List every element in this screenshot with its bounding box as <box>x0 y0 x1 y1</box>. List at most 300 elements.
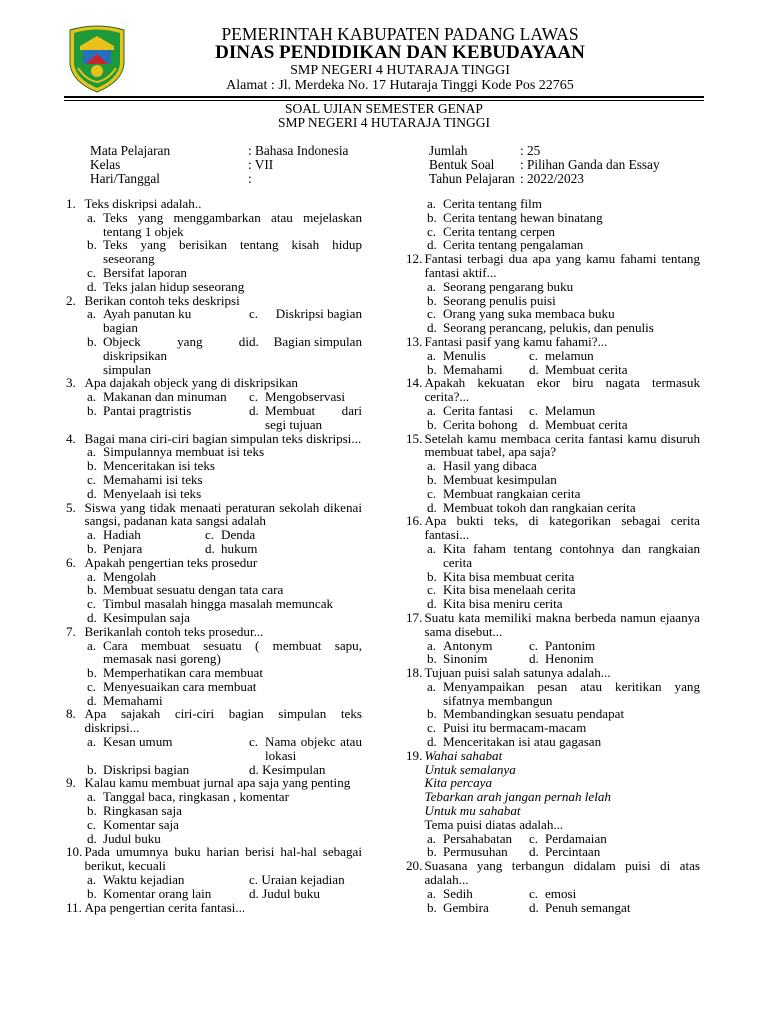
option-text: Menceritakan isi teks <box>103 458 215 474</box>
poem-line: Tebarkan arah jangan pernah lelah <box>424 789 611 805</box>
option-text: Cerita tentang film <box>443 196 542 211</box>
option-b <box>406 473 700 487</box>
district-emblem-logo <box>66 24 128 94</box>
option-letter: d. <box>427 499 437 515</box>
option-text: Hasil yang dibaca <box>443 458 537 474</box>
option-letter: d. <box>427 320 437 336</box>
option-letter: c. <box>249 389 259 405</box>
option-c <box>406 487 700 501</box>
option-letter: b. <box>427 416 437 432</box>
question-8 <box>66 707 362 735</box>
option-c <box>529 639 595 653</box>
option-text: Membuat tokoh dan rangkaian cerita <box>443 499 636 515</box>
header-address: Alamat : Jl. Merdeka No. 17 Hutaraja Tinggi Kode Pos 22765 <box>226 78 574 93</box>
option-letter: c. <box>529 402 539 418</box>
option-letter: a. <box>87 209 97 225</box>
question-18 <box>406 666 700 680</box>
option-letter: a. <box>427 458 437 474</box>
option-row <box>406 639 700 653</box>
questions-right-column <box>406 197 700 914</box>
option-b <box>87 335 249 363</box>
option-letter: d. <box>249 333 259 349</box>
option-letter: d. <box>427 734 437 750</box>
option-text: Teks jalan hidup seseorang <box>103 278 245 294</box>
question-6 <box>66 556 362 570</box>
option-letter: b. <box>87 458 97 474</box>
option-c <box>249 873 362 887</box>
option-text: Penuh semangat <box>545 899 631 915</box>
option-letter: a. <box>87 568 97 584</box>
option-row <box>66 307 362 321</box>
option-text: Kesimpulan saja <box>103 609 190 625</box>
question-10 <box>66 845 362 873</box>
option-b <box>406 707 700 721</box>
option-text: Cerita tentang cerpen <box>443 223 555 239</box>
question-text: Suatu kata memiliki makna berbeda namun ejaanya sama disebut... <box>424 609 700 639</box>
option-text: Penjara <box>103 540 143 556</box>
info-hari-label: Hari/Tanggal <box>90 171 160 186</box>
option-letter: a. <box>427 347 437 363</box>
option-letter: b. <box>427 292 437 308</box>
poem-line: Kita percaya <box>424 775 493 791</box>
option-text: Puisi itu bermacam-macam <box>443 720 587 736</box>
question-3 <box>66 376 362 390</box>
option-a <box>406 680 700 708</box>
option-row <box>406 901 700 915</box>
option-text: Menceritakan isi atau gagasan <box>443 734 602 750</box>
option-letter: a. <box>427 540 437 556</box>
option-letter: b. <box>87 803 97 819</box>
question-text: Apa pengertian cerita fantasi... <box>84 899 246 915</box>
option-text: Melamun <box>545 402 596 418</box>
question-text: Fantasi pasif yang kamu fahami?... <box>424 333 608 349</box>
question-text: Apakah kekuatan ekor biru nagata termasuk cerita?... <box>424 375 700 405</box>
option-letter: c. <box>87 816 97 832</box>
option-letter: c. <box>87 596 97 612</box>
option-a <box>66 445 362 459</box>
option-text: Sedih <box>443 885 473 901</box>
option-letter: b. <box>87 582 97 598</box>
option-letter: d. <box>427 596 437 612</box>
option-letter: a. <box>427 637 437 653</box>
option-text: Gembira <box>443 899 489 915</box>
option-row <box>406 349 700 363</box>
option-b <box>87 542 205 556</box>
option-text: Membuat cerita <box>545 416 628 432</box>
option-c <box>529 404 595 418</box>
option-letter: d. <box>529 899 539 915</box>
option-row <box>66 735 362 763</box>
question-9 <box>66 776 362 790</box>
option-d <box>66 280 362 294</box>
info-hari-value: : <box>248 171 252 186</box>
question-4 <box>66 432 362 446</box>
option-letter: c. <box>249 306 259 322</box>
option-text: Kita bisa membuat cerita <box>443 568 575 584</box>
question-text: Apa bukti teks, di kategorikan sebagai cerita fantasi... <box>424 513 700 543</box>
question-number: 18. <box>406 665 423 681</box>
option-text: Denda <box>221 527 256 543</box>
question-text: Suasana yang terbangun didalam puisi di atas adalah... <box>424 858 700 888</box>
option-letter: b. <box>427 209 437 225</box>
question-text: Berikan contoh teks deskripsi <box>84 292 240 308</box>
question-17 <box>406 611 700 639</box>
option-text: Percintaan <box>545 844 601 860</box>
option-b <box>427 901 529 915</box>
option-a <box>66 570 362 584</box>
question-number: 1. <box>66 196 76 211</box>
option-letter: b. <box>427 844 437 860</box>
option-letter: d. <box>529 361 539 377</box>
option-text: Kita bisa menelaah cerita <box>443 582 576 598</box>
option-text: Judul buku <box>262 885 320 901</box>
option-text: Cerita fantasi <box>443 402 514 418</box>
question-number: 6. <box>66 554 76 570</box>
option-letter: d. <box>205 540 215 556</box>
option-a <box>427 404 529 418</box>
option-letter: a. <box>87 637 97 653</box>
option-b <box>427 652 529 666</box>
question-text: Pada umumnya buku harian berisi hal-hal sebagai berikut, kecuali <box>84 844 362 874</box>
option-row <box>406 404 700 418</box>
question-12 <box>406 252 700 280</box>
option-row <box>406 887 700 901</box>
option-d <box>66 487 362 501</box>
option-letter: a. <box>427 885 437 901</box>
option-letter: b. <box>87 761 97 777</box>
option-text: Membuat dari segi tujuan <box>265 402 362 432</box>
option-a <box>87 390 249 404</box>
question-2 <box>66 294 362 308</box>
option-text: Memperhatikan cara membuat <box>103 665 263 681</box>
option-text: Kesan umum <box>103 734 173 750</box>
option-row <box>406 418 700 432</box>
question-11 <box>66 901 362 915</box>
option-letter: b. <box>87 540 97 556</box>
option-text: Seorang perancang, pelukis, dan penulis <box>443 320 654 336</box>
option-c <box>529 832 607 846</box>
poem-line: Untuk semalanya <box>424 761 516 777</box>
option-letter: a. <box>87 389 97 405</box>
option-b <box>87 763 249 777</box>
info-tahun-value: : 2022/2023 <box>520 171 584 186</box>
option-row <box>66 763 362 777</box>
option-letter: d. <box>249 885 259 901</box>
option-c <box>249 735 362 763</box>
option-text: Membandingkan sesuatu pendapat <box>443 706 625 722</box>
option-a <box>87 528 205 542</box>
option-text: Seorang penulis puisi <box>443 292 556 308</box>
option-letter: a. <box>87 306 97 322</box>
option-text: Uraian kejadian <box>261 872 345 888</box>
option-text: hukum <box>221 540 258 556</box>
option-row <box>66 528 362 542</box>
option-c <box>406 721 700 735</box>
option-row <box>66 404 362 432</box>
option-row <box>406 363 700 377</box>
option-b-wrap: simpulan <box>103 361 152 377</box>
question-text: Fantasi terbagi dua apa yang kamu fahami tentang fantasi aktif... <box>424 251 700 280</box>
option-text: Tanggal baca, ringkasan , komentar <box>103 789 289 805</box>
question-number: 14. <box>406 375 423 391</box>
option-letter: c. <box>427 306 437 322</box>
option-d <box>406 597 700 611</box>
option-letter: d. <box>87 830 97 846</box>
option-a <box>406 459 700 473</box>
option-d <box>66 611 362 625</box>
option-c <box>249 390 362 404</box>
option-c <box>66 266 362 280</box>
info-bentuk-label: Bentuk Soal <box>429 157 495 172</box>
option-letter: b. <box>427 899 437 915</box>
header-rule-thick <box>64 96 704 98</box>
header-school: SMP NEGERI 4 HUTARAJA TINGGI <box>290 63 510 78</box>
question-number: 9. <box>66 775 76 791</box>
option-row <box>66 335 362 363</box>
option-c <box>406 225 700 239</box>
option-b <box>66 238 362 266</box>
option-text: Hadiah <box>103 527 141 543</box>
option-letter: c. <box>87 264 97 280</box>
option-letter: a. <box>427 402 437 418</box>
option-a <box>87 873 249 887</box>
option-letter: d. <box>249 402 259 418</box>
exam-title: SOAL UJIAN SEMESTER GENAP <box>285 101 483 116</box>
option-d <box>406 238 700 252</box>
info-kelas-label: Kelas <box>90 157 121 172</box>
option-letter: c. <box>87 471 97 487</box>
question-15 <box>406 432 700 460</box>
option-c <box>406 583 700 597</box>
option-b <box>427 418 529 432</box>
option-b <box>406 211 700 225</box>
exam-school: SMP NEGERI 4 HUTARAJA TINGGI <box>278 115 490 130</box>
option-letter: c. <box>427 582 437 598</box>
option-d <box>249 335 362 363</box>
question-number: 13. <box>406 333 423 349</box>
option-text: Ringkasan saja <box>103 803 182 819</box>
option-text: emosi <box>545 885 577 901</box>
option-text: Memahami <box>103 692 163 708</box>
option-a <box>427 349 529 363</box>
option-letter: b. <box>427 471 437 487</box>
option-c <box>205 528 305 542</box>
option-letter: c. <box>529 347 539 363</box>
option-d <box>529 363 628 377</box>
question-19 <box>406 749 700 763</box>
option-text: melamun <box>545 347 594 363</box>
option-row <box>66 390 362 404</box>
option-d <box>66 832 362 846</box>
option-row <box>66 873 362 887</box>
question-1 <box>66 197 362 211</box>
option-letter: b. <box>427 361 437 377</box>
option-text: Bersifat laporan <box>103 264 187 280</box>
option-b <box>427 363 529 377</box>
option-letter: d. <box>87 278 97 294</box>
option-c <box>529 887 576 901</box>
option-row <box>406 832 700 846</box>
option-letter: d. <box>87 485 97 501</box>
option-text: Waktu kejadian <box>103 872 185 888</box>
question-number: 2. <box>66 292 76 308</box>
option-d <box>66 694 362 708</box>
option-letter: a. <box>427 678 437 694</box>
option-d <box>249 763 362 777</box>
option-text: Cara membuat sesuatu ( membuat sapu, memasak nasi goreng) <box>103 637 362 667</box>
option-letter: a. <box>427 830 437 846</box>
option-letter: c. <box>529 637 539 653</box>
option-letter: c. <box>427 223 437 239</box>
question-text: Apa sajakah ciri-ciri bagian simpulan teks diskripsi... <box>84 706 362 736</box>
option-text: Membuat cerita <box>545 361 628 377</box>
option-text: Kita bisa meniru cerita <box>443 596 563 612</box>
questions-left-column <box>66 197 362 914</box>
question-text: Apakah pengertian teks prosedur <box>84 554 258 570</box>
option-b <box>66 804 362 818</box>
option-b <box>66 459 362 473</box>
question-number: 10. <box>66 844 83 860</box>
option-letter: c. <box>249 734 259 750</box>
option-text: Memahami isi teks <box>103 471 203 487</box>
option-text: Permusuhan <box>443 844 508 860</box>
question-text: Tema puisi diatas adalah... <box>424 816 564 832</box>
option-b <box>406 570 700 584</box>
option-letter: c. <box>87 678 97 694</box>
poem-line: Untuk mu sahabat <box>424 803 521 819</box>
option-text: Judul buku <box>103 830 161 846</box>
option-d <box>529 418 628 432</box>
option-letter: d. <box>87 609 97 625</box>
option-text: Simpulannya membuat isi teks <box>103 444 265 460</box>
option-text: Menyelaah isi teks <box>103 485 202 501</box>
option-c <box>529 349 594 363</box>
option-b <box>427 845 529 859</box>
option-text: Menulis <box>443 347 486 363</box>
option-a <box>427 832 529 846</box>
option-a-wrap: bagian <box>103 320 138 336</box>
info-tahun-label: Tahun Pelajaran <box>429 171 515 186</box>
option-text: Komentar orang lain <box>103 885 212 901</box>
info-jumlah-label: Jumlah <box>429 143 468 158</box>
header-department: DINAS PENDIDIKAN DAN KEBUDAYAAN <box>215 42 585 63</box>
option-text: Seorang pengarang buku <box>443 278 574 294</box>
option-text: Cerita tentang pengalaman <box>443 237 584 253</box>
option-c <box>66 473 362 487</box>
question-7 <box>66 625 362 639</box>
question-text: Bagai mana ciri-ciri bagian simpulan teks diskripsi... <box>84 430 362 446</box>
option-text: Membuat sesuatu dengan tata cara <box>103 582 284 598</box>
option-a <box>406 542 700 570</box>
option-a <box>406 280 700 294</box>
option-text: Persahabatan <box>443 830 513 846</box>
option-letter: a. <box>87 872 97 888</box>
question-20 <box>406 859 700 887</box>
option-letter: d. <box>427 237 437 253</box>
info-kelas-value: : VII <box>248 157 274 172</box>
option-text: Kita faham tentang contohnya dan rangkaian cerita <box>443 540 700 570</box>
option-letter: a. <box>427 196 437 211</box>
option-c <box>66 680 362 694</box>
option-letter: d. <box>529 844 539 860</box>
option-d <box>406 735 700 749</box>
option-c <box>66 818 362 832</box>
option-c <box>249 307 362 321</box>
option-b <box>66 666 362 680</box>
option-d <box>205 542 305 556</box>
option-text: Timbul masalah hingga masalah memuncak <box>103 596 334 612</box>
option-letter: a. <box>87 444 97 460</box>
option-row <box>406 845 700 859</box>
poem-line: Wahai sahabat <box>424 747 503 763</box>
question-text: Berikanlah contoh teks prosedur... <box>84 623 264 639</box>
option-a <box>87 307 249 321</box>
option-letter: b. <box>87 333 97 349</box>
option-d <box>249 887 362 901</box>
option-a <box>66 211 362 239</box>
option-text: Kesimpulan <box>262 761 326 777</box>
option-letter: b. <box>427 568 437 584</box>
option-text: Menyesuaikan cara membuat <box>103 678 257 694</box>
question-number: 3. <box>66 375 76 391</box>
question-number: 19. <box>406 747 423 763</box>
option-text: Henonim <box>545 651 594 667</box>
option-letter: b. <box>427 651 437 667</box>
option-b <box>87 404 249 432</box>
question-16 <box>406 514 700 542</box>
option-text: Nama objekc atau lokasi <box>265 734 362 763</box>
option-a <box>427 887 529 901</box>
option-text: Cerita bohong <box>443 416 518 432</box>
option-letter: c. <box>205 527 215 543</box>
question-number: 5. <box>66 499 76 515</box>
option-text: Cerita tentang hewan binatang <box>443 209 603 225</box>
option-letter: d. <box>529 651 539 667</box>
option-row <box>66 542 362 556</box>
option-letter: a. <box>427 278 437 294</box>
option-text: Sinonim <box>443 651 488 667</box>
option-b <box>406 294 700 308</box>
option-text: Teks yang menggambarkan atau mejelaskan tentang 1 objek <box>103 209 362 239</box>
question-number: 11. <box>66 899 82 915</box>
option-letter: a. <box>87 789 97 805</box>
info-mapel-label: Mata Pelajaran <box>90 143 171 158</box>
question-text: Siswa yang tidak menaati peraturan sekolah dikenai sangsi, padanan kata sangsi adalah <box>84 499 362 529</box>
info-jumlah-value: : 25 <box>520 143 541 158</box>
info-mapel-value: : Bahasa Indonesia <box>248 143 349 158</box>
option-text: Komentar saja <box>103 816 179 832</box>
option-text: Orang yang suka membaca buku <box>443 306 615 322</box>
question-5 <box>66 501 362 529</box>
option-a <box>66 790 362 804</box>
option-text: Membuat kesimpulan <box>443 471 557 487</box>
option-a <box>87 735 249 763</box>
question-number: 17. <box>406 609 423 625</box>
option-a <box>406 197 700 211</box>
option-text: Diskripsi bagian <box>275 306 362 322</box>
option-letter: c. <box>427 485 437 501</box>
option-d <box>249 404 362 432</box>
option-b <box>66 583 362 597</box>
option-text: Bagian simpulan <box>273 333 362 349</box>
option-d <box>529 652 594 666</box>
option-text: Pantonim <box>545 637 596 653</box>
option-text: Mengobservasi <box>265 389 346 405</box>
option-d <box>529 845 600 859</box>
info-bentuk-value: : Pilihan Ganda dan Essay <box>520 157 660 172</box>
question-number: 20. <box>406 858 423 874</box>
option-a <box>66 639 362 667</box>
